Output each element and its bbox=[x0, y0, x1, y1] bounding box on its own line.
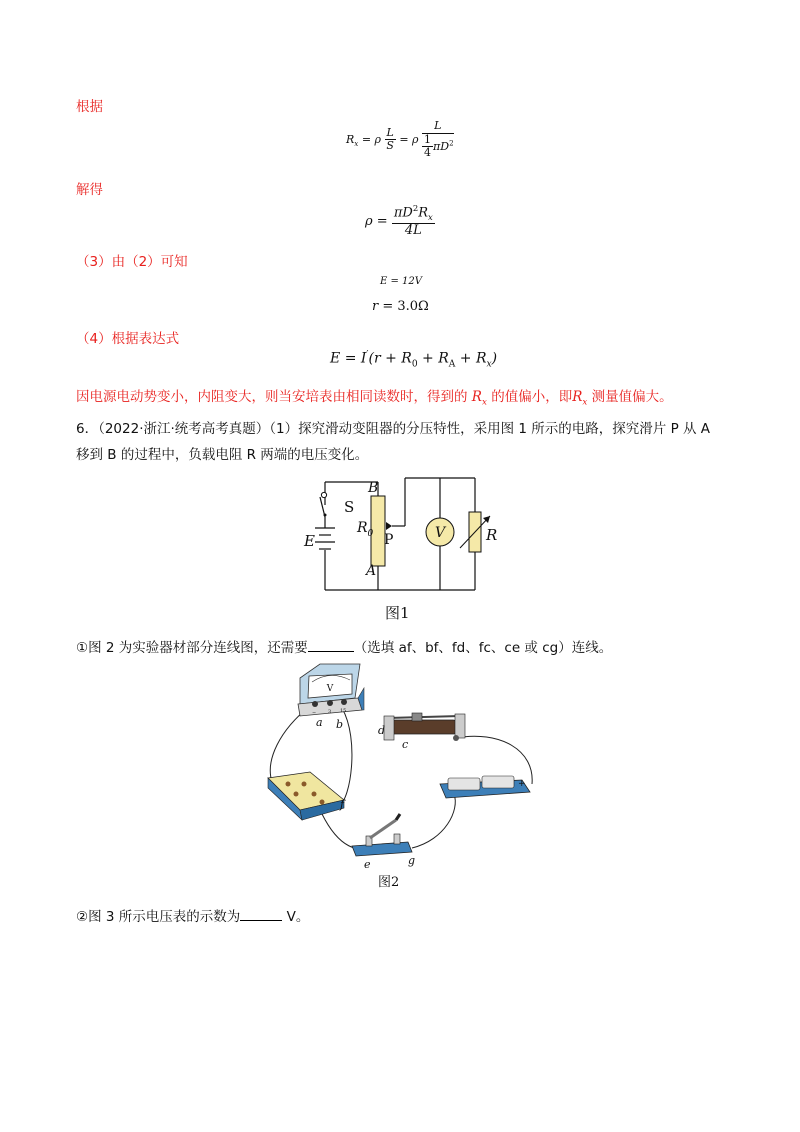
question-part-2: ②图 3 所示电压表的示数为 V。 bbox=[76, 909, 310, 925]
figure-2-caption: 图2 bbox=[378, 875, 400, 890]
svg-text:3: 3 bbox=[328, 709, 332, 715]
label-p: P bbox=[384, 532, 394, 548]
voltmeter-label: V bbox=[434, 525, 446, 541]
question-6-line1: 6．（2022·浙江·统考高考真题）（1）探究滑动变阻器的分压特性，采用图 1 所示的电路，探究滑片 P 从 A bbox=[76, 421, 711, 437]
question-6-line2: 移到 B 的过程中，负载电阻 R 两端的电压变化。 bbox=[76, 447, 369, 463]
terminal-f-label: f bbox=[340, 798, 345, 811]
figure-1-circuit bbox=[300, 470, 520, 630]
figure-1-caption: 图1 bbox=[385, 604, 410, 622]
text-conclusion: 因电源电动势变小，内阻变大，则当安培表由相同读数时，得到的 $R_x$ 的值偏小，即$R_x$ 测量值偏大。 bbox=[76, 389, 673, 408]
figure-2-apparatus bbox=[260, 660, 550, 890]
text-from-2: （3）由（2）可知 bbox=[76, 254, 188, 270]
equation-internal-resistance: r = 3.0Ω bbox=[372, 299, 429, 314]
equation-resistance: $R_x = \rho$ $\frac{L}{S}$ = ρ L $\frac{1}{4}$ $\pi D^2$ bbox=[346, 119, 454, 160]
text-solve: 解得 bbox=[76, 182, 103, 198]
question-part-1: ①图 2 为实验器材部分连线图，还需要 （选填 af、bf、fd、fc、ce 或 cg）连线。 bbox=[76, 640, 613, 656]
answer-blank-1[interactable] bbox=[308, 639, 354, 652]
label-s: S bbox=[344, 498, 355, 516]
rheostat-device bbox=[384, 713, 465, 741]
slider-arrow-icon bbox=[386, 522, 392, 530]
terminal-e-label: e bbox=[364, 858, 371, 871]
equation-circuit: $E = I'(r + R_0 + R_A + R_x)$ bbox=[330, 350, 498, 370]
terminal-d-label: d bbox=[378, 724, 386, 737]
text-expression: （4）根据表达式 bbox=[76, 331, 180, 347]
label-b: B bbox=[368, 480, 379, 496]
battery-holder bbox=[440, 776, 530, 798]
svg-text:−: − bbox=[312, 710, 317, 716]
label-e: E bbox=[304, 532, 315, 550]
svg-text:15: 15 bbox=[340, 708, 347, 714]
voltmeter-device bbox=[298, 664, 364, 716]
knife-switch bbox=[352, 814, 412, 856]
terminal-b-label: b bbox=[336, 718, 344, 731]
label-r0: $R_0$ bbox=[357, 520, 374, 539]
equation-resistivity: ρ = $\frac{\pi D^2R_x}{4L}$ bbox=[365, 203, 433, 238]
meter-v-label: V bbox=[326, 684, 334, 694]
label-r: R bbox=[486, 526, 498, 544]
answer-blank-2[interactable] bbox=[240, 908, 282, 921]
terminal-c-label: c bbox=[402, 738, 409, 751]
terminal-g-label: g bbox=[408, 854, 416, 867]
equation-emf: E = 12V bbox=[380, 276, 422, 287]
label-a: A bbox=[366, 563, 377, 579]
text-according: 根据 bbox=[76, 99, 103, 115]
resistor-box bbox=[268, 772, 344, 820]
terminal-a-label: a bbox=[316, 716, 323, 729]
plus-sign: + bbox=[518, 779, 526, 789]
